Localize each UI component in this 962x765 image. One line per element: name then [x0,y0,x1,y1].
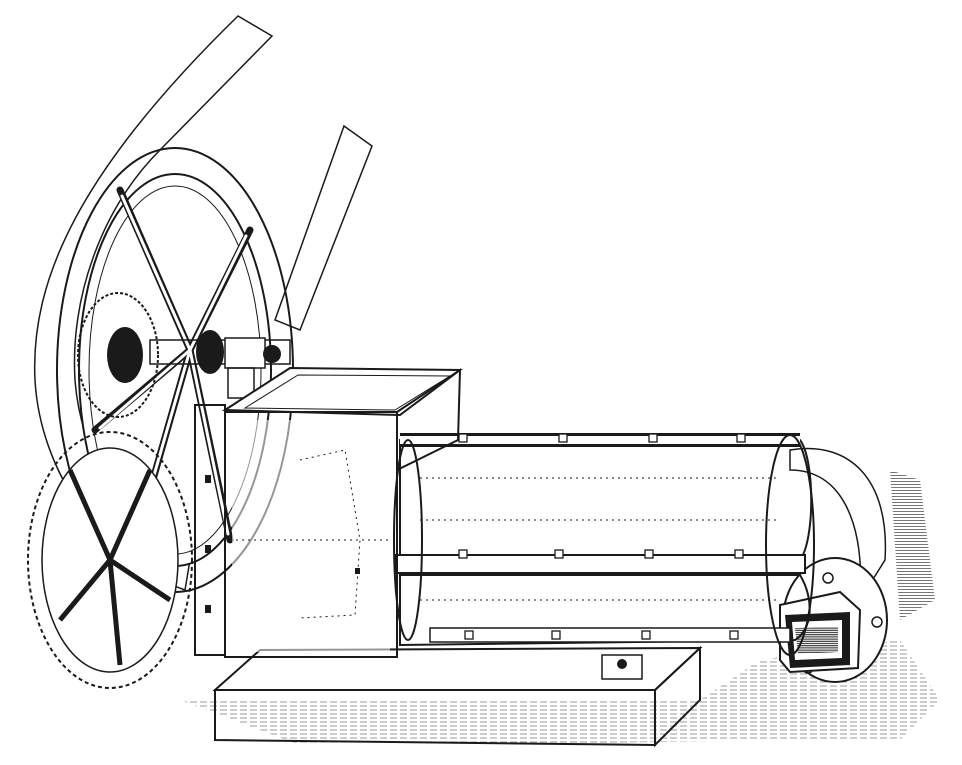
hopper-box-icon [195,368,460,657]
cylinder-drum-icon [394,434,814,655]
